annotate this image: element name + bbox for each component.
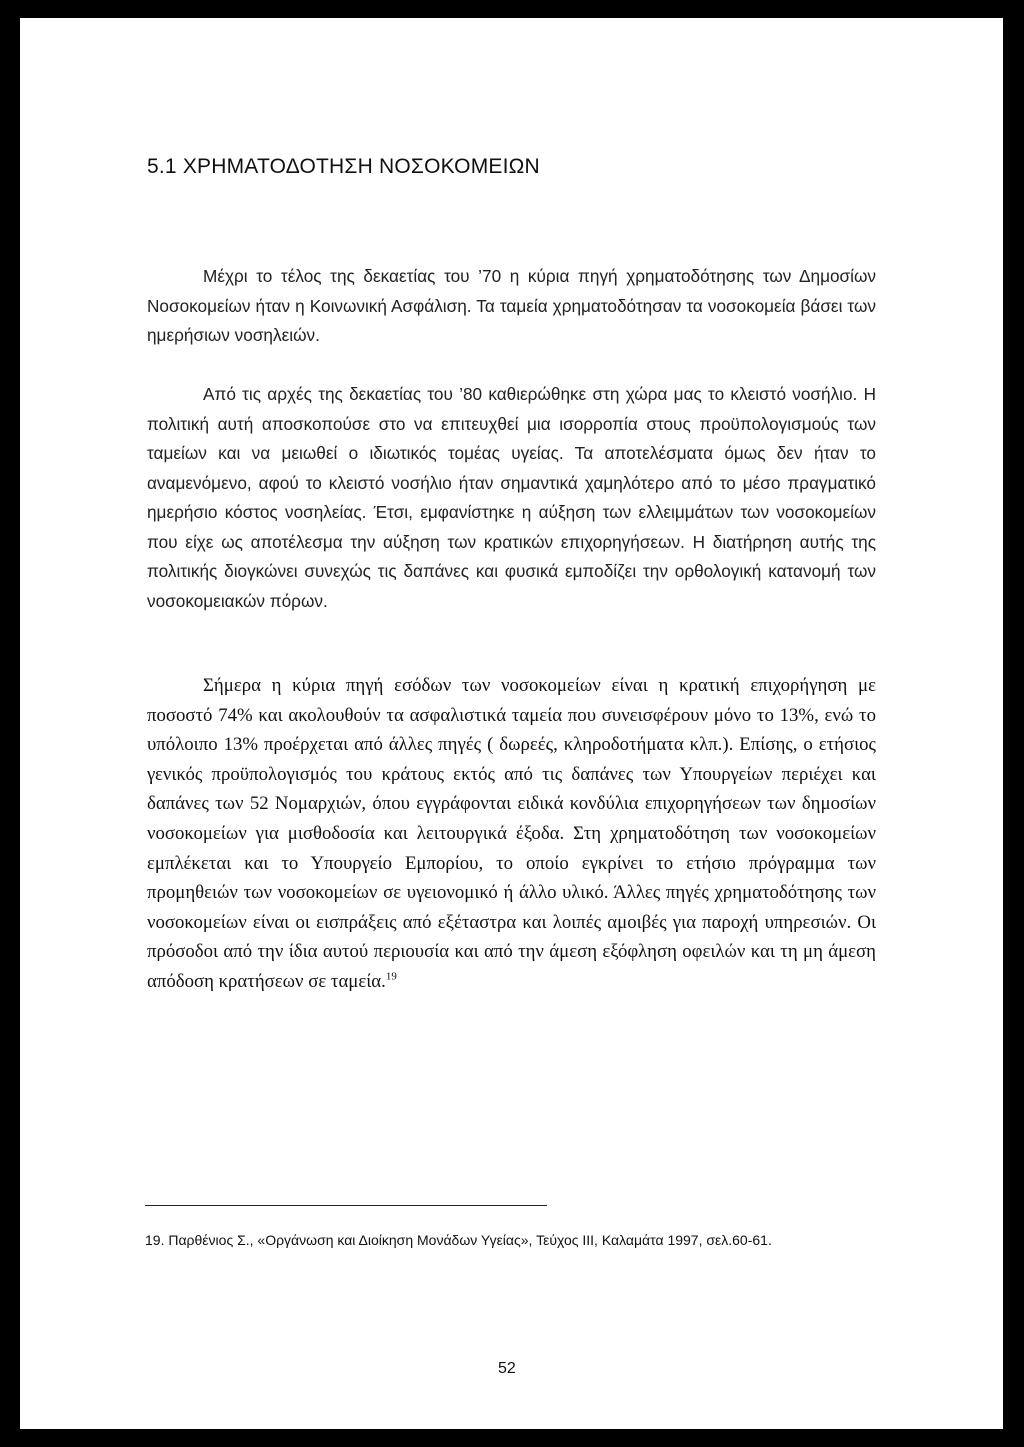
footnote-separator [145,1205,547,1206]
paragraph-closed-fee: Από τις αρχές της δεκαετίας του ’80 καθιερώθηκε στη χώρα μας το κλειστό νοσήλιο. Η πολιτική αυτή αποσκοπούσε στο να επιτευχθεί μια ισορροπία στους προϋπολογισμούς των ταμείων και να μειωθεί ο ιδιωτικός τομέας υγείας. Τα αποτελέσματα όμως δεν ήταν το αναμενόμενο, αφού το κλειστό νοσήλιο ήταν σημαντικά χαμηλότερο από το μέσο πραγματικό ημερήσιο κόστος νοσηλείας. Έτσι, εμφανίστηκε η αύξηση των ελλειμμάτων των νοσοκομείων που είχε ως αποτέλεσμα την αύξηση των κρατικών επιχορηγήσεων. Η διατήρηση αυτής της πολιτικής διογκώνει συνεχώς τις δαπάνες και φυσικά εμποδίζει την ορθολογική κατανομή των νοσοκομειακών πόρων. [147,384,876,611]
paragraph-intro: Μέχρι το τέλος της δεκαετίας του ’70 η κύρια πηγή χρηματοδότησης των Δημοσίων Νοσοκομείων ήταν η Κοινωνική Ασφάλιση. Τα ταμεία χρηματοδότησαν τα νοσοκομεία βάσει των ημερήσιων νοσηλειών. [147,266,876,345]
footnote-reference: 19 [385,970,397,983]
paragraph-current-funding [147,671,876,997]
section-heading: 5.1 ΧΡΗΜΑΤΟΔΟΤΗΣΗ ΝΟΣΟΚΟΜΕΙΩΝ [147,155,540,178]
page-number: 52 [498,1360,516,1377]
paragraph-current-funding-text: Σήμερα η κύρια πηγή εσόδων των νοσοκομείων είναι η κρατική επιχορήγηση με ποσοστό 74% και ακολουθούν τα ασφαλιστικά ταμεία που συνεισφέρουν μόνο το 13%, ενώ το υπόλοιπο 13% προέρχεται από άλλες πηγές ( δωρεές, κληροδοτήματα κλπ.). Επίσης, ο ετήσιος γενικός προϋπολογισμός του κράτους εκτός από τις δαπάνες των Υπουργείων περιέχει και δαπάνες των 52 Νομαρχιών, όπου εγγράφονται ειδικά κονδύλια επιχορηγήσεων των δημοσίων νοσοκομείων για μισθοδοσία και λειτουργικά έξοδα. Στη χρηματοδότηση των νοσοκομείων εμπλέκεται και το Υπουργείο Εμπορίου, το οποίο εγκρίνει το ετήσιο πρόγραμμα των προμηθειών των νοσοκομείων σε υγειονομικό ή άλλο υλικό. Άλλες πηγές χρηματοδότησης των νοσοκομείων είναι οι εισπράξεις από εξέταστρα και λοιπές αμοιβές για παροχή υπηρεσιών. Οι πρόσοδοι από την ίδια αυτού περιουσία και από την άμεση εξόφληση οφειλών και τη μη άμεση απόδοση κρατήσεων σε ταμεία. [147,675,876,992]
footnote-text: 19. Παρθένιος Σ., «Οργάνωση και Διοίκηση Μονάδων Υγείας», Τεύχος ΙΙΙ, Καλαμάτα 1997, σελ.60-61. [145,1232,772,1248]
document-page [20,18,1003,1429]
